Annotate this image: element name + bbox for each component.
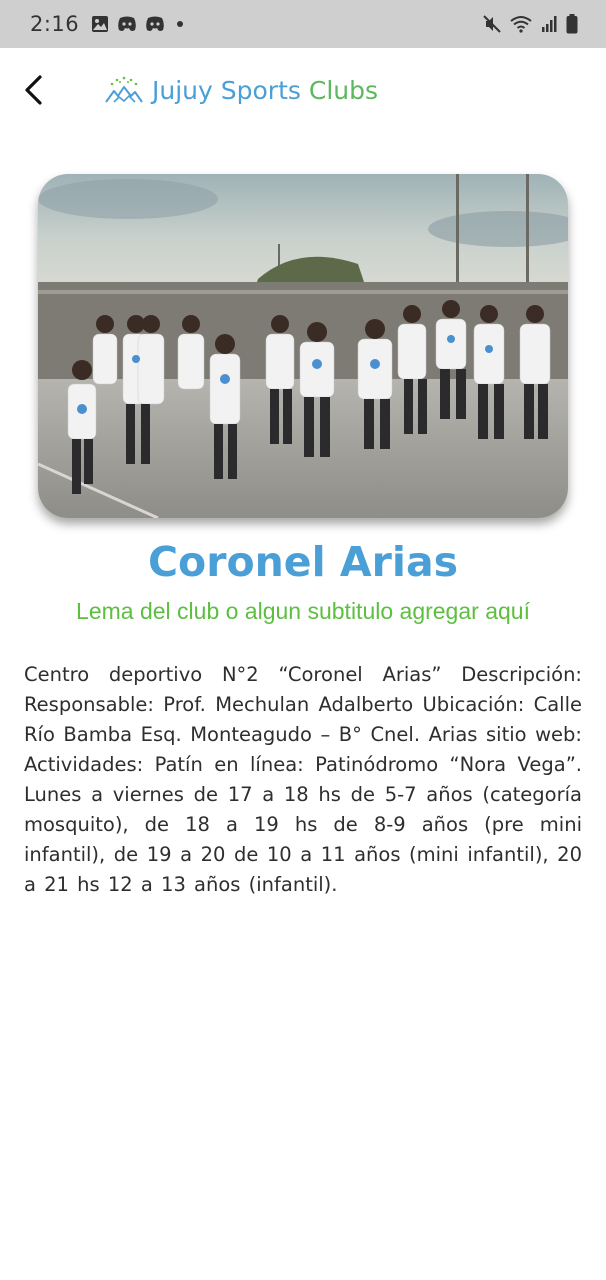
app-header — [0, 48, 606, 132]
club-description: Centro deportivo N°2 “Coronel Arias” Descripción: Responsable: Prof. Mechulan Adalberto Ubicación: Calle Río Bamba Esq. Monteagudo – B° Cnel. Arias sitio web: Actividades: Patín en línea: Patinódromo “Nora Vega”. Lunes a viernes de 17 a 18 hs de 5-7 años (categoría mosquito), de 18 a 19 hs de 8-9 años (pre mini infantil), de 19 a 20 de 10 a 11 años (mini infantil), 20 a 21 hs 12 a 13 años (infantil). — [24, 663, 582, 896]
discord-icon — [117, 16, 137, 32]
status-left-icons — [91, 15, 183, 33]
status-right-icons — [483, 14, 578, 34]
back-button[interactable] — [14, 68, 54, 112]
status-time: 2:16 — [30, 12, 80, 36]
mute-icon — [483, 15, 501, 33]
image-icon — [91, 15, 109, 33]
brand-word-jujuy: Jujuy — [152, 75, 213, 105]
brand — [104, 70, 378, 110]
signal-icon — [541, 16, 557, 32]
club-photo-illustration — [38, 174, 568, 518]
battery-icon — [566, 14, 578, 34]
club-subtitle: Lema del club o algun subtitulo agregar aquí — [76, 598, 530, 624]
club-title: Coronel Arias — [147, 538, 459, 586]
dot-icon — [177, 21, 183, 27]
brand-word-clubs: Clubs — [308, 75, 378, 105]
brand-title — [152, 76, 378, 105]
status-bar — [0, 0, 606, 48]
club-photo — [38, 174, 568, 518]
brand-word-sports: Sports — [220, 75, 301, 105]
wifi-icon — [510, 15, 532, 33]
chevron-left-icon — [22, 74, 46, 106]
mountain-logo-icon — [104, 74, 144, 106]
discord-icon — [145, 16, 165, 32]
